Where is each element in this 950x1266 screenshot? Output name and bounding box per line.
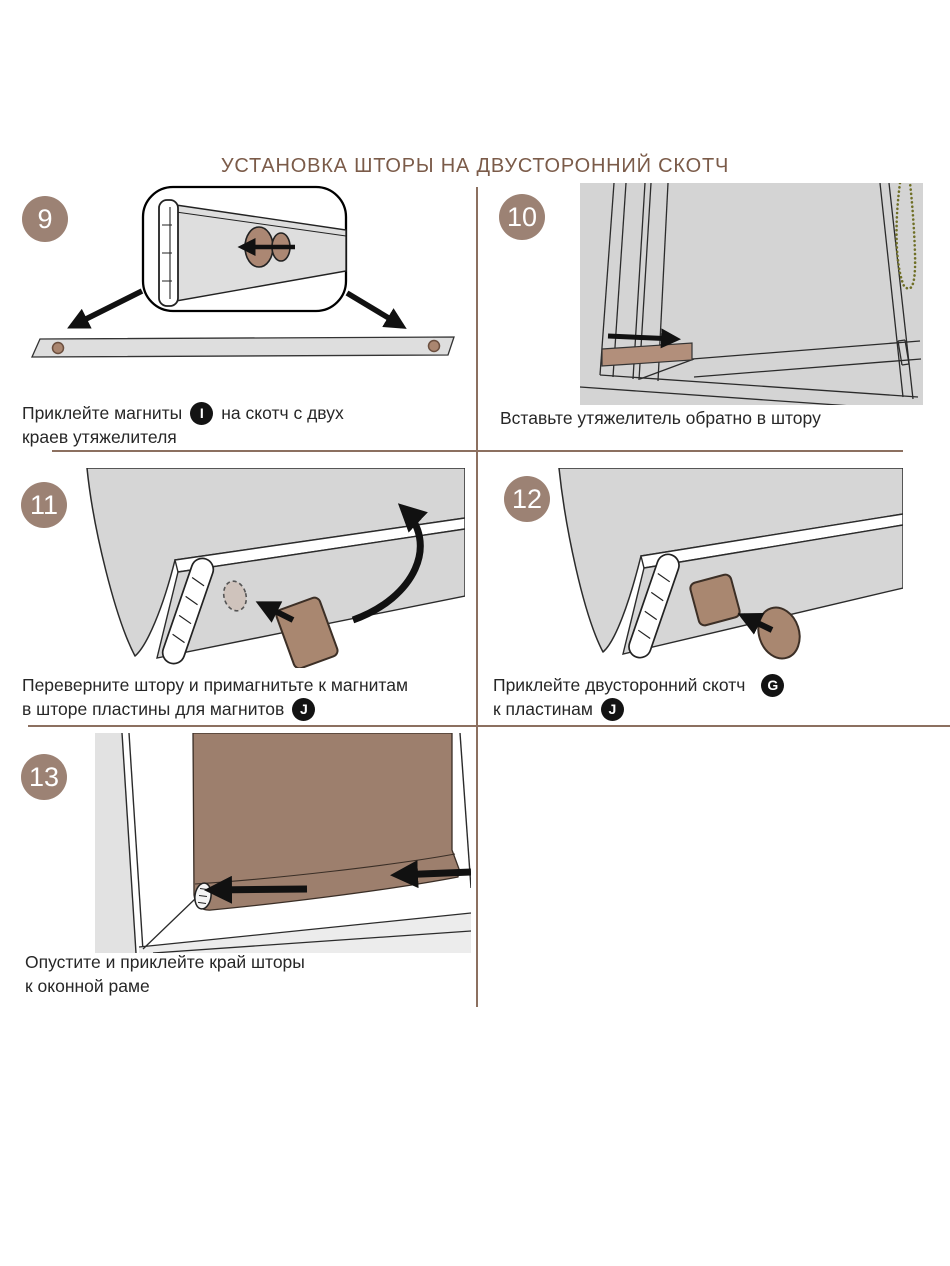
step-11-number: 11 <box>29 489 59 520</box>
part-i-badge <box>190 402 213 425</box>
step-11-caption <box>22 673 408 721</box>
step-12-caption <box>493 673 792 721</box>
part-j-badge <box>601 698 624 721</box>
arrow-icon <box>211 889 307 890</box>
weight-bar <box>32 337 454 357</box>
step-13-number-badge <box>21 754 67 800</box>
step-11-illustration <box>85 468 465 668</box>
part-g-badge <box>761 674 784 697</box>
step-12-illustration <box>557 468 903 668</box>
step-10-number-badge <box>499 194 545 240</box>
wall <box>95 733 136 953</box>
caption-text: к пластинам <box>493 699 593 719</box>
part-letter: I <box>199 405 204 421</box>
caption-text: Переверните штору и примагнитьте к магнитам <box>22 675 409 695</box>
caption-text: Приклейте двусторонний скотч <box>493 675 746 695</box>
curtain <box>193 733 459 910</box>
caption-text: Опустите и приклейте край шторы <box>25 952 305 972</box>
step-9-number: 9 <box>37 203 53 234</box>
step-10-illustration <box>580 183 923 405</box>
step-12-number: 12 <box>511 483 543 514</box>
zoom-callout <box>143 187 346 311</box>
step-11-number-badge <box>21 482 67 528</box>
window-sill <box>139 913 471 953</box>
step-9-caption <box>22 401 344 449</box>
part-letter: J <box>608 701 617 717</box>
arrow-icon <box>347 293 402 326</box>
step-13-illustration <box>95 733 471 953</box>
step-13-caption <box>25 950 305 998</box>
part-j-badge <box>292 698 315 721</box>
row-divider-2 <box>28 725 950 727</box>
caption-text: к оконной раме <box>25 976 150 996</box>
magnet-left <box>53 343 64 354</box>
part-letter: J <box>299 701 308 717</box>
magnet-right <box>429 341 440 352</box>
step-13-number: 13 <box>28 761 60 792</box>
step-10-number: 10 <box>506 201 538 232</box>
column-divider <box>476 187 478 1007</box>
row-divider-1 <box>52 450 903 452</box>
part-letter: G <box>767 677 779 693</box>
arrow-icon <box>397 872 471 875</box>
arrow-icon <box>608 336 676 339</box>
step-10-caption <box>500 406 821 430</box>
step-12-number-badge <box>504 476 550 522</box>
caption-text: на скотч с двух <box>221 403 344 423</box>
page-title: УСТАНОВКА ШТОРЫ НА ДВУСТОРОННИЙ СКОТЧ <box>220 155 730 177</box>
step-9-illustration <box>10 185 465 365</box>
arrow-icon <box>72 291 142 326</box>
caption-text: Вставьте утяжелитель обратно в штору <box>500 408 821 428</box>
caption-text: в шторе пластины для магнитов <box>22 699 285 719</box>
caption-text: краев утяжелителя <box>22 427 177 447</box>
caption-text: Приклейте магниты <box>22 403 183 423</box>
